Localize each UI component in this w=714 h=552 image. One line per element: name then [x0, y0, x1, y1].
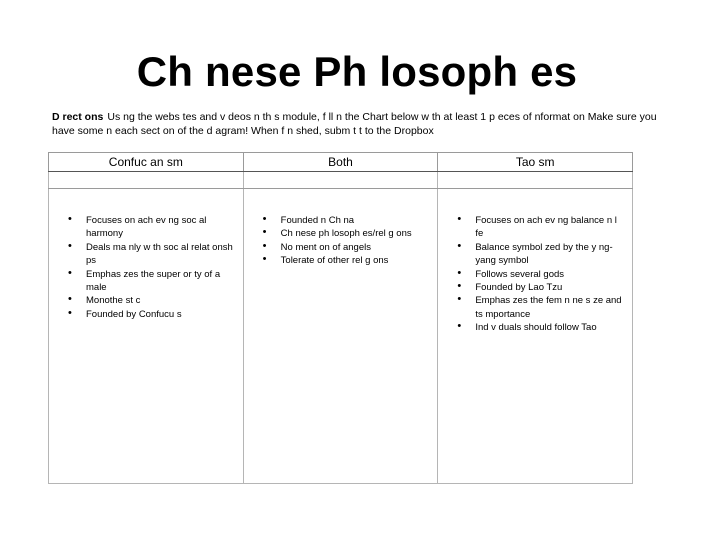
list-item-text: Founded by Confucu s	[86, 308, 182, 320]
list-item	[457, 266, 624, 281]
bullet-icon: •	[68, 213, 72, 225]
bullet-icon: •	[262, 239, 267, 252]
list-item	[262, 226, 430, 240]
list-item-text: No ment on of angels	[280, 241, 371, 253]
list-item	[68, 293, 235, 307]
list-item-text: Focuses on ach ev ng balance n l fe	[475, 215, 617, 240]
bullet-icon: •	[262, 213, 267, 225]
bullet-icon: •	[68, 293, 72, 306]
list-item-text: Follows several gods	[475, 268, 565, 280]
bullet-icon: •	[457, 293, 462, 306]
confucianism-cell	[49, 189, 244, 484]
list-item	[68, 213, 235, 241]
bullet-icon: •	[262, 253, 267, 266]
chart-header-row	[49, 153, 633, 172]
both-cell	[243, 189, 438, 484]
spacer-cell	[49, 172, 244, 189]
list-item-text: Focuses on ach ev ng soc al harmony	[86, 215, 207, 240]
list-item-text: Founded n Ch na	[280, 215, 355, 226]
taoism-cell	[438, 189, 633, 484]
directions-paragraph	[52, 110, 662, 138]
directions-text: Us ng the webs tes and v deos n th s module, f ll n the Chart below w th at least 1 p eces of nformat on Make sure you have some n each sect on of the d agram! When f n shed, subm t t to the Dropbox	[52, 111, 657, 137]
bullet-icon: •	[68, 239, 72, 252]
list-item-text: Founded by Lao Tzu	[475, 282, 563, 294]
taoism-list	[438, 214, 632, 335]
comparison-chart	[48, 152, 633, 484]
list-item-text: Emphas zes the super or ty of a male	[86, 268, 221, 294]
list-item-text: Ch nese ph losoph es/rel g ons	[280, 228, 412, 240]
list-item-text: Deals ma nly w th soc al relat onsh ps	[86, 241, 233, 267]
bullet-icon: •	[457, 239, 462, 252]
bullet-icon: •	[457, 266, 462, 279]
list-item-text: Tolerate of other rel g ons	[280, 255, 389, 267]
list-item	[457, 239, 624, 268]
list-item	[68, 239, 235, 268]
bullet-icon: •	[457, 213, 462, 225]
bullet-icon: •	[68, 306, 72, 319]
column-header-taoism: Tao sm	[438, 153, 633, 172]
bullet-icon: •	[262, 226, 267, 239]
bullet-icon: •	[457, 320, 462, 333]
list-item	[262, 213, 430, 227]
bullet-icon: •	[457, 280, 462, 293]
directions-lead: D rect ons	[52, 111, 104, 123]
list-item	[68, 266, 235, 295]
spacer-cell	[243, 172, 438, 189]
column-header-confucianism: Confuc an sm	[49, 153, 244, 172]
list-item-text: Emphas zes the fem n ne s ze and ts mportance	[475, 295, 622, 320]
spacer-cell	[438, 172, 633, 189]
confucianism-list	[49, 214, 243, 321]
list-item	[262, 239, 430, 254]
list-item	[457, 213, 624, 241]
list-item	[457, 320, 624, 334]
list-item-text: Ind v duals should follow Tao	[475, 322, 597, 334]
page-title: Ch nese Ph losoph es	[136, 48, 578, 95]
list-item	[457, 293, 624, 321]
both-list	[244, 214, 438, 268]
list-item-text: Balance symbol zed by the y ng-yang symbol	[475, 241, 613, 267]
list-item	[68, 306, 235, 321]
bullet-icon: •	[68, 266, 72, 279]
chart-content-row	[49, 189, 633, 484]
list-item	[457, 280, 624, 294]
chart-spacer-row	[49, 172, 633, 189]
list-item-text: Monothe st c	[86, 295, 141, 307]
list-item	[262, 253, 430, 267]
column-header-both: Both	[243, 153, 438, 172]
